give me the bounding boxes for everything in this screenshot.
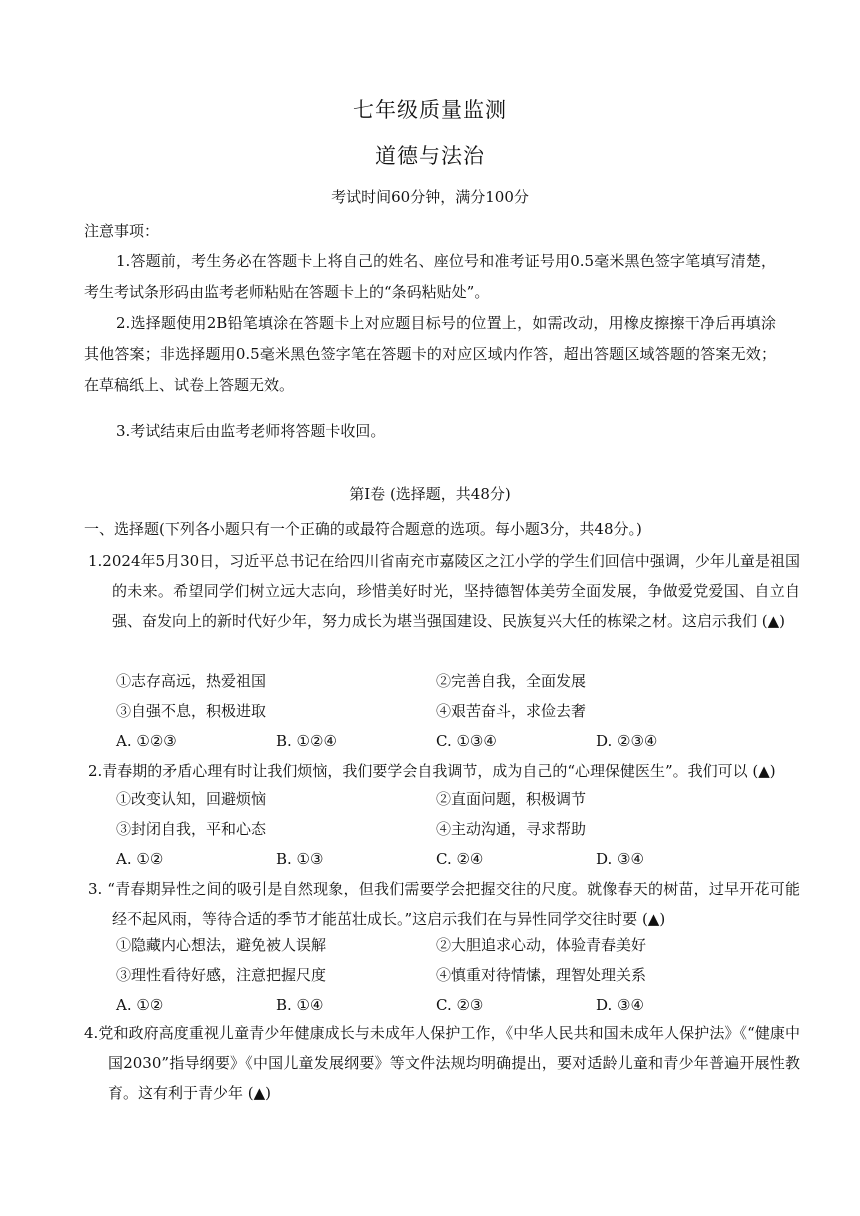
- statement: ①改变认知，回避烦恼: [116, 790, 267, 808]
- question-3-stem: 3. “青春期异性之间的吸引是自然现象，但我们需要学会把握交往的尺度。就像春天的树苗，过早开花可能经不起风雨，等待合适的季节才能茁壮成长。”这启示我们在与异性同学交往时要 (▲): [88, 880, 800, 928]
- notes-heading: 注意事项：: [84, 222, 160, 240]
- statement: ④主动沟通，寻求帮助: [436, 820, 587, 838]
- question-3-statements: [116, 930, 756, 1020]
- part-heading: 一、选择题(下列各小题只有一个正确的或最符合题意的选项。每小题3分，共48分。): [84, 520, 642, 538]
- statement: ②完善自我，全面发展: [436, 672, 587, 690]
- choice-c: C. ①③④: [436, 732, 497, 750]
- note-1: 1.答题前，考生务必在答题卡上将自己的姓名、座位号和准考证号用0.5毫米黑色签字笔填写清楚，考生考试条形码由监考老师粘贴在答题卡上的“条码粘贴处”。: [84, 252, 776, 301]
- statement: ①隐藏内心想法，避免被人误解: [116, 936, 327, 954]
- statement: ④艰苦奋斗，求俭去奢: [436, 702, 587, 720]
- subject-title: 道德与法治: [375, 144, 485, 168]
- choice-d: D. ③④: [596, 996, 644, 1014]
- note-2: 2.选择题使用2B铅笔填涂在答题卡上对应题目标号的位置上，如需改动，用橡皮擦擦干净后再填涂其他答案；非选择题用0.5毫米黑色签字笔在答题卡的对应区域内作答，超出答题区域答题的答案无效；在草稿纸上、试卷上答题无效。: [84, 314, 776, 394]
- question-1-stem: 1.2024年5月30日，习近平总书记在给四川省南充市嘉陵区之江小学的学生们回信中强调，少年儿童是祖国的未来。希望同学们树立远大志向，珍惜美好时光，坚持德智体美劳全面发展，争做爱党爱国、自立自强、奋发向上的新时代好少年，努力成长为堪当强国建设、民族复兴大任的栋梁之材。这启示我们 (▲): [88, 552, 800, 630]
- statement: ③封闭自我，平和心态: [116, 820, 267, 838]
- question-2-statements: [116, 784, 756, 874]
- statement: ②直面问题，积极调节: [436, 790, 587, 808]
- choice-c: C. ②④: [436, 850, 484, 868]
- choice-a: A. ①②: [116, 850, 164, 868]
- section-title: 第Ⅰ卷 (选择题，共48分): [349, 485, 511, 503]
- choice-b: B. ①④: [276, 996, 324, 1014]
- statement: ③理性看待好感，注意把握尺度: [116, 966, 327, 984]
- note-3: 3.考试结束后由监考老师将答题卡收回。: [116, 422, 386, 440]
- choice-b: B. ①③: [276, 850, 324, 868]
- choice-b: B. ①②④: [276, 732, 337, 750]
- statement: ④慎重对待情愫，理智处理关系: [436, 966, 647, 984]
- choice-c: C. ②③: [436, 996, 484, 1014]
- question-2-stem: 2.青春期的矛盾心理有时让我们烦恼，我们要学会自我调节，成为自己的“心理保健医生”。我们可以 (▲): [88, 762, 776, 780]
- statement: ②大胆追求心动，体验青春美好: [436, 936, 647, 954]
- question-4-stem: 4.党和政府高度重视儿童青少年健康成长与未成年人保护工作，《中华人民共和国未成年人保护法》《“健康中国2030”指导纲要》《中国儿童发展纲要》等文件法规均明确提出，要对适龄儿童和青少年普遍开展性教育。这有利于青少年 (▲): [84, 1024, 800, 1102]
- choice-a: A. ①②: [116, 996, 164, 1014]
- exam-title: 七年级质量监测: [353, 98, 507, 122]
- statement: ③自强不息，积极进取: [116, 702, 267, 720]
- exam-info: 考试时间60分钟，满分100分: [331, 188, 529, 206]
- choice-a: A. ①②③: [116, 732, 177, 750]
- choice-d: D. ③④: [596, 850, 644, 868]
- question-1-statements: [116, 666, 756, 756]
- statement: ①志存高远，热爱祖国: [116, 672, 267, 690]
- choice-d: D. ②③④: [596, 732, 658, 750]
